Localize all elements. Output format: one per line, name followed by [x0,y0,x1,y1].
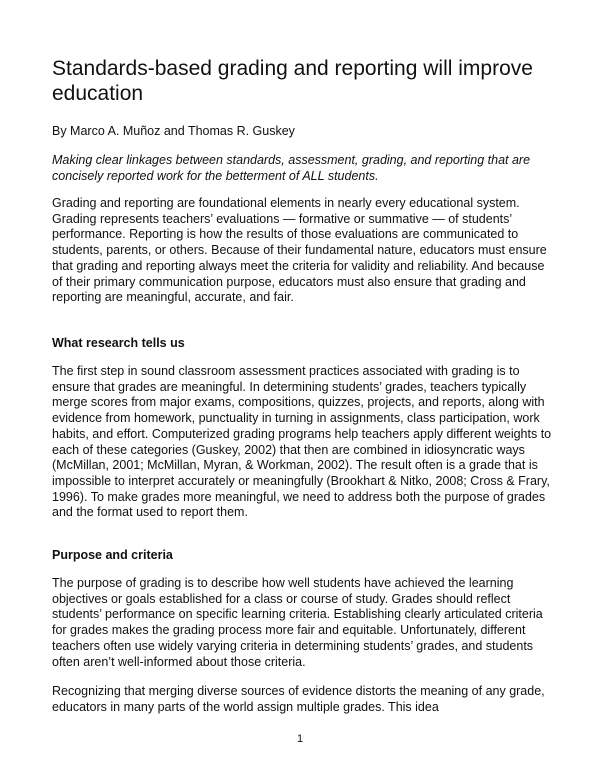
page-number: 1 [296,733,304,745]
section-heading-research: What research tells us [52,336,185,350]
paragraph: Grading and reporting are foundational elements in nearly every educational system. Grading represents teachers’ evaluations — formative or summative — of students’ performance. Reporting is how the results of those evaluations are communicated to students, parents, or others. Because of their fundamental nature, educators must ensure that grading and reporting always meet the criteria for validity and reliability. And because of their primary communication purpose, educators must also ensure that grading and reporting are meaningful, accurate, and fair. [52,196,547,305]
byline: By Marco A. Muñoz and Thomas R. Guskey [52,124,295,138]
subtitle: Making clear linkages between standards, assessment, grading, and reporting that are concisely reported work for the betterment of ALL students. [52,153,531,183]
paragraph: The purpose of grading is to describe how well students have achieved the learning objectives or goals established for a class or course of study. Grades should reflect students’ performance on specific learning criteria. Establishing clearly articulated criteria for grades makes the grading process more fair and equitable. Unfortunately, different teachers often use widely varying criteria in determining students’ grades, and students often aren’t well-informed about those criteria. [52,576,543,669]
paragraph: The first step in sound classroom assessment practices associated with grading is to ensure that grades are meaningful. In determining students’ grades, teachers typically merge scores from major exams, compositions, quizzes, projects, and reports, along with evidence from homework, punctuality in turning in assignments, class participation, work habits, and effort. Computerized grading programs help teachers apply different weights to each of these categories (Guskey, 2002) that then are combined in idiosyncratic ways (McMillan, 2001; McMillan, Myran, & Workman, 2002). The result often is a grade that is impossible to interpret accurately or meaningfully (Brookhart & Nitko, 2008; Cross & Frary, 1996). To make grades more meaningful, we need to address both the purpose of grades and the format used to report them. [52,364,552,520]
page-title: Standards-based grading and reporting will improve education [52,57,533,105]
paragraph: Recognizing that merging diverse sources of evidence distorts the meaning of any grade, educators in many parts of the world assign multiple grades. This idea [52,684,545,714]
section-heading-purpose: Purpose and criteria [52,548,173,562]
